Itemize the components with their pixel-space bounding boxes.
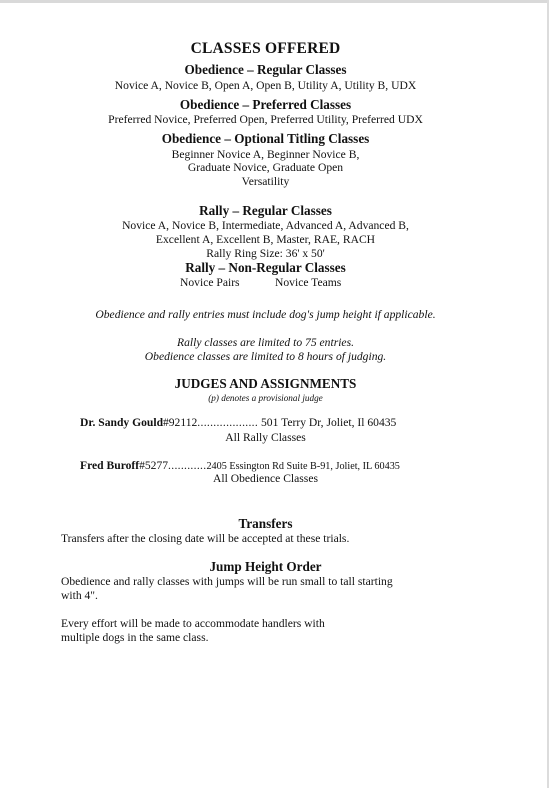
- judges-title: JUDGES AND ASSIGNMENTS: [174, 376, 357, 391]
- judge-1-line: [80, 416, 396, 429]
- rally-regular-line1: Novice A, Novice B, Intermediate, Advanced A, Advanced B,: [122, 219, 409, 232]
- judge-1-number: #92112: [162, 416, 198, 429]
- judge-2-address: 2405 Essington Rd Suite B-91, Joliet, IL 60435: [206, 461, 400, 472]
- jump-height-order-line4: multiple dogs in the same class.: [61, 631, 209, 644]
- jump-height-order-line3: Every effort will be made to accommodate handlers with: [61, 617, 325, 630]
- classes-offered-title: CLASSES OFFERED: [190, 40, 341, 57]
- novice-pairs: Novice Pairs: [180, 276, 240, 289]
- rally-ring-size: Rally Ring Size: 36' x 50': [206, 247, 325, 260]
- novice-teams: Novice Teams: [275, 276, 342, 289]
- rally-non-regular-heading: Rally – Non-Regular Classes: [185, 260, 346, 275]
- obedience-preferred-list: Preferred Novice, Preferred Open, Preferred Utility, Preferred UDX: [108, 113, 423, 126]
- rally-regular-line2: Excellent A, Excellent B, Master, RAE, RACH: [155, 233, 376, 246]
- judge-2-assignment: All Obedience Classes: [213, 472, 318, 485]
- page-top-edge: [0, 0, 549, 3]
- obedience-regular-list: Novice A, Novice B, Open A, Open B, Utility A, Utility B, UDX: [114, 79, 417, 92]
- obedience-optional-line3: Versatility: [241, 175, 290, 188]
- jump-height-order-line2: with 4".: [61, 589, 98, 602]
- obedience-optional-line1: Beginner Novice A, Beginner Novice B,: [171, 148, 360, 161]
- jump-height-note: Obedience and rally entries must include dog's jump height if applicable.: [95, 308, 436, 321]
- judge-2-number: #5277: [139, 459, 169, 472]
- judge-1-leader-dots: ...................: [197, 416, 259, 429]
- provisional-judge-note: (p) denotes a provisional judge: [208, 393, 323, 403]
- judge-1-assignment: All Rally Classes: [225, 431, 306, 444]
- obedience-optional-line2: Graduate Novice, Graduate Open: [187, 161, 344, 174]
- obedience-regular-heading: Obedience – Regular Classes: [184, 62, 347, 77]
- judge-2-name: Fred Buroff: [80, 459, 140, 472]
- obedience-optional-heading: Obedience – Optional Titling Classes: [161, 131, 370, 146]
- transfers-text: Transfers after the closing date will be accepted at these trials.: [61, 532, 350, 545]
- judge-2-line: [80, 459, 400, 472]
- judge-1-name: Dr. Sandy Gould: [80, 416, 164, 429]
- rally-limit-note: Rally classes are limited to 75 entries.: [177, 336, 354, 349]
- judge-1-address: 501 Terry Dr, Joliet, Il 60435: [260, 416, 397, 429]
- jump-height-order-heading: Jump Height Order: [209, 559, 322, 574]
- jump-height-order-line1: Obedience and rally classes with jumps will be run small to tall starting: [61, 575, 393, 588]
- obedience-preferred-heading: Obedience – Preferred Classes: [179, 97, 352, 112]
- transfers-heading: Transfers: [238, 516, 293, 531]
- judge-2-leader-dots: ............: [168, 459, 207, 472]
- rally-regular-heading: Rally – Regular Classes: [199, 203, 332, 218]
- obedience-limit-note: Obedience classes are limited to 8 hours of judging.: [144, 350, 387, 363]
